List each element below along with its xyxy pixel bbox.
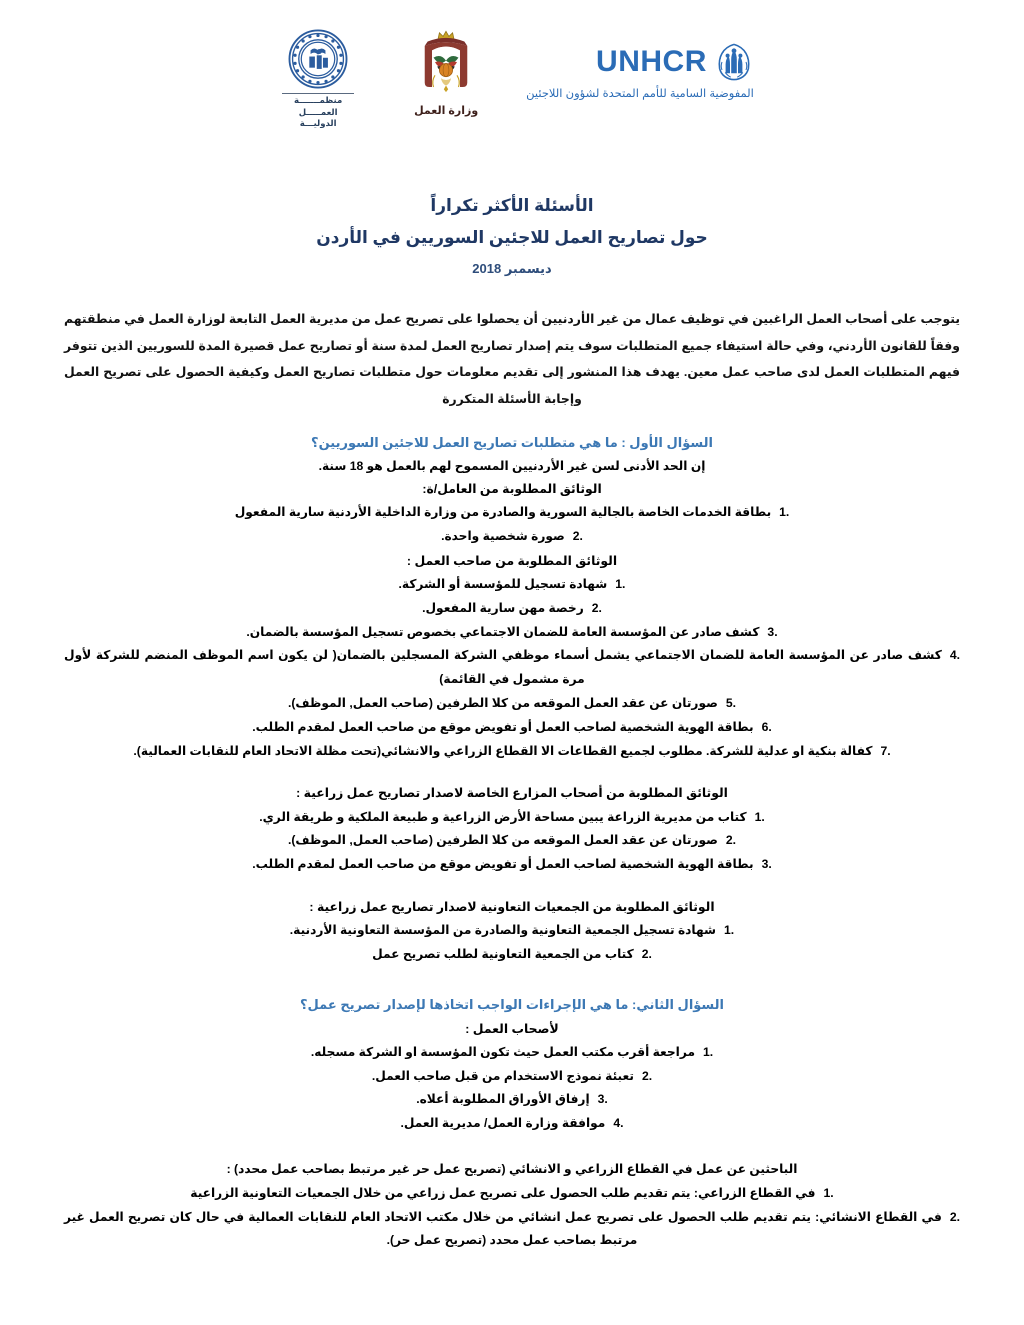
document-date: ديسمبر 2018 <box>472 260 552 276</box>
list-text: رخصة مهن سارية المفعول. <box>422 600 584 615</box>
list-number: 5. <box>725 696 737 711</box>
jobseekers-steps-list <box>64 1182 960 1253</box>
list-number: 3. <box>767 624 778 639</box>
list-number: 1. <box>724 923 735 938</box>
list-item <box>64 621 960 645</box>
employer-documents-list <box>64 573 960 763</box>
list-number: 1. <box>703 1044 714 1059</box>
ministry-of-labour-label: وزارة العمل <box>414 105 479 117</box>
list-item <box>64 1088 960 1112</box>
unhcr-subtitle: المفوضية السامية للأمم المتحدة لشؤون اللاجئين <box>526 88 754 100</box>
worker-documents-heading: الوثائق المطلوبة من العامل/ة: <box>422 482 602 497</box>
question-2-section <box>64 993 960 1253</box>
list-number: 1. <box>615 577 626 592</box>
list-item <box>64 525 960 549</box>
list-item <box>64 501 960 525</box>
jordan-coat-of-arms-icon <box>413 28 479 102</box>
list-text: في القطاع الزراعي: يتم تقديم طلب الحصول على تصريح عمل زراعي من خلال الجمعيات التعاونية الزراعية <box>190 1185 816 1200</box>
list-number: 4. <box>949 648 960 663</box>
unhcr-row <box>596 42 754 82</box>
list-number: 2. <box>949 1209 960 1224</box>
employers-steps-list <box>64 1041 960 1136</box>
list-item <box>64 806 960 830</box>
list-text: بطاقة الهوية الشخصية لصاحب العمل أو تفويض موقع من صاحب العمل لمقدم الطلب. <box>252 719 754 734</box>
list-number: 1. <box>823 1185 834 1200</box>
title-block <box>64 190 960 282</box>
list-text: مراجعة أقرب مكتب العمل حيث تكون المؤسسة او الشركة مسجله. <box>310 1044 695 1059</box>
list-item <box>64 1206 960 1254</box>
list-number: 2. <box>591 600 602 615</box>
list-number: 7. <box>880 743 891 758</box>
page-subtitle: حول تصاريح العمل للاجئين السوريين في الأردن <box>316 228 708 248</box>
worker-documents-list <box>64 501 960 549</box>
list-text: صورة شخصية واحدة. <box>441 529 565 544</box>
list-item <box>64 1065 960 1089</box>
jobseekers-heading: الباحثين عن عمل في القطاع الزراعي و الانشائي (تصريح عمل حر غير مرتبط بصاحب عمل محدد) : <box>226 1162 798 1177</box>
list-number: 2. <box>572 529 583 544</box>
list-item <box>64 1112 960 1136</box>
list-number: 1. <box>779 505 790 520</box>
ilo-label-line2: العمـــــل <box>298 106 338 117</box>
unhcr-logo <box>526 28 754 100</box>
list-item <box>64 716 960 740</box>
list-number: 3. <box>761 857 772 872</box>
cooperatives-documents-heading: الوثائق المطلوبة من الجمعيات التعاونية لاصدار تصاريح عمل زراعية : <box>309 899 715 914</box>
list-text: كشف صادر عن المؤسسة العامة للضمان الاجتماعي يشمل أسماء موظفي الشركة المسجلين بالضمان( لن يكون اسم الموظف المنضم للشركة لأول مرة مشمول في القائمة) <box>64 648 942 687</box>
ilo-label-line1: منظمـــــــة <box>294 95 343 105</box>
ministry-of-labour-logo <box>400 28 492 117</box>
list-text: بطاقة الهوية الشخصية لصاحب العمل أو تفويض موقع من صاحب العمل لمقدم الطلب. <box>252 857 754 872</box>
list-text: إرفاق الأوراق المطلوبة أعلاه. <box>416 1092 590 1107</box>
list-item <box>64 573 960 597</box>
list-item <box>64 853 960 877</box>
minimum-age-note: إن الحد الأدنى لسن غير الأردنيين المسموح لهم بالعمل هو 18 سنة. <box>318 458 706 473</box>
ilo-logo <box>270 28 366 130</box>
question-1-section <box>64 431 960 967</box>
list-item <box>64 829 960 853</box>
list-item <box>64 644 960 692</box>
list-text: كشف صادر عن المؤسسة العامة للضمان الاجتماعي بخصوص تسجيل المؤسسة بالضمان. <box>246 624 760 639</box>
list-item <box>64 943 960 967</box>
logo-bar <box>64 0 960 132</box>
private-farms-documents-list <box>64 806 960 877</box>
list-item <box>64 1041 960 1065</box>
unhcr-wordmark: UNHCR <box>596 45 707 78</box>
private-farms-documents-heading: الوثائق المطلوبة من أصحاب المزارع الخاصة لاصدار تصاريح عمل زراعية : <box>296 786 728 801</box>
unhcr-emblem-icon <box>714 42 754 82</box>
intro-paragraph: يتوجب على أصحاب العمل الراغبين في توظيف عمال من غير الأردنيين أن يحصلوا على تصريح عمل من مديرية العمل التابعة لوزارة العمل في منطقتهم وفقاً للقانون الأردني، وفي حالة استيفاء جميع المتطلبات سوف يتم إصدار تصاريح العمل لمدة سنة أو تصاريح عمل قصيرة المدة للسوريين الذين تتوفر فيهم المتطلبات العمل لدى صاحب عمل معين. يهدف هذا المنشور إلى تقديم معلومات حول متطلبات تصاريح العمل وكيفية الحصول على تصريح العمل وإجابة الأسئلة المتكررة <box>64 311 960 406</box>
list-text: موافقة وزارة العمل/ مديرية العمل. <box>400 1116 606 1131</box>
question-2-heading: السؤال الثاني: ما هي الإجراءات الواجب اتخاذها لإصدار تصريح عمل؟ <box>299 996 724 1012</box>
list-text: كفالة بنكية او عدلية للشركة. مطلوب لجميع القطاعات الا القطاع الزراعي والانشائي(تحت مظلة الاتحاد العام للنقابات العمالية). <box>133 743 873 758</box>
list-number: 2. <box>641 946 652 961</box>
list-text: شهادة تسجيل الجمعية التعاونية والصادرة من المؤسسة التعاونية الأردنية. <box>289 923 717 938</box>
ilo-label-line3: الدوليـــة <box>299 118 337 129</box>
ilo-emblem-icon <box>287 28 349 90</box>
list-text: شهادة تسجيل للمؤسسة أو الشركة. <box>398 577 608 592</box>
list-number: 4. <box>613 1116 624 1131</box>
list-text: في القطاع الانشائي: يتم تقديم طلب الحصول على تصريح عمل انشائي من خلال مكتب الاتحاد العام للنقابات العمالية في حال كان تصريح العمل غير مرتبط بصاحب عمل محدد (تصريح عمل حر). <box>64 1209 942 1248</box>
list-number: 1. <box>754 809 765 824</box>
list-number: 2. <box>641 1068 653 1083</box>
list-text: بطاقة الخدمات الخاصة بالجالية السورية والصادرة من وزارة الداخلية الأردنية سارية المفعول <box>234 505 772 520</box>
ilo-divider <box>282 93 354 94</box>
employers-steps-heading: لأصحاب العمل : <box>465 1021 559 1036</box>
jobseekers-block <box>64 1158 960 1253</box>
list-item <box>64 740 960 764</box>
list-item <box>64 1182 960 1206</box>
list-item <box>64 692 960 716</box>
list-text: كتاب من مديرية الزراعة يبين مساحة الأرض الزراعية و طبيعة الملكية و طريقة الري. <box>259 809 747 824</box>
cooperatives-documents-list <box>64 919 960 967</box>
list-text: تعبئة نموذج الاستخدام من قبل صاحب العمل. <box>371 1068 634 1083</box>
list-text: كتاب من الجمعية التعاونية لطلب تصريح عمل <box>372 946 634 961</box>
ilo-label <box>281 95 355 130</box>
list-number: 3. <box>597 1092 608 1107</box>
list-text: صورتان عن عقد العمل الموقعه من كلا الطرفين (صاحب العمل, الموظف). <box>287 696 718 711</box>
list-number: 2. <box>725 833 737 848</box>
list-number: 6. <box>761 719 772 734</box>
question-1-heading: السؤال الأول : ما هي متطلبات تصاريح العمل للاجئين السوريين؟ <box>311 434 713 450</box>
list-item <box>64 597 960 621</box>
list-text: صورتان عن عقد العمل الموقعه من كلا الطرفين (صاحب العمل, الموظف). <box>287 833 718 848</box>
employer-documents-heading: الوثائق المطلوبة من صاحب العمل : <box>406 553 618 568</box>
page-title: الأسئلة الأكثر تكراراً <box>430 196 594 215</box>
list-item <box>64 919 960 943</box>
